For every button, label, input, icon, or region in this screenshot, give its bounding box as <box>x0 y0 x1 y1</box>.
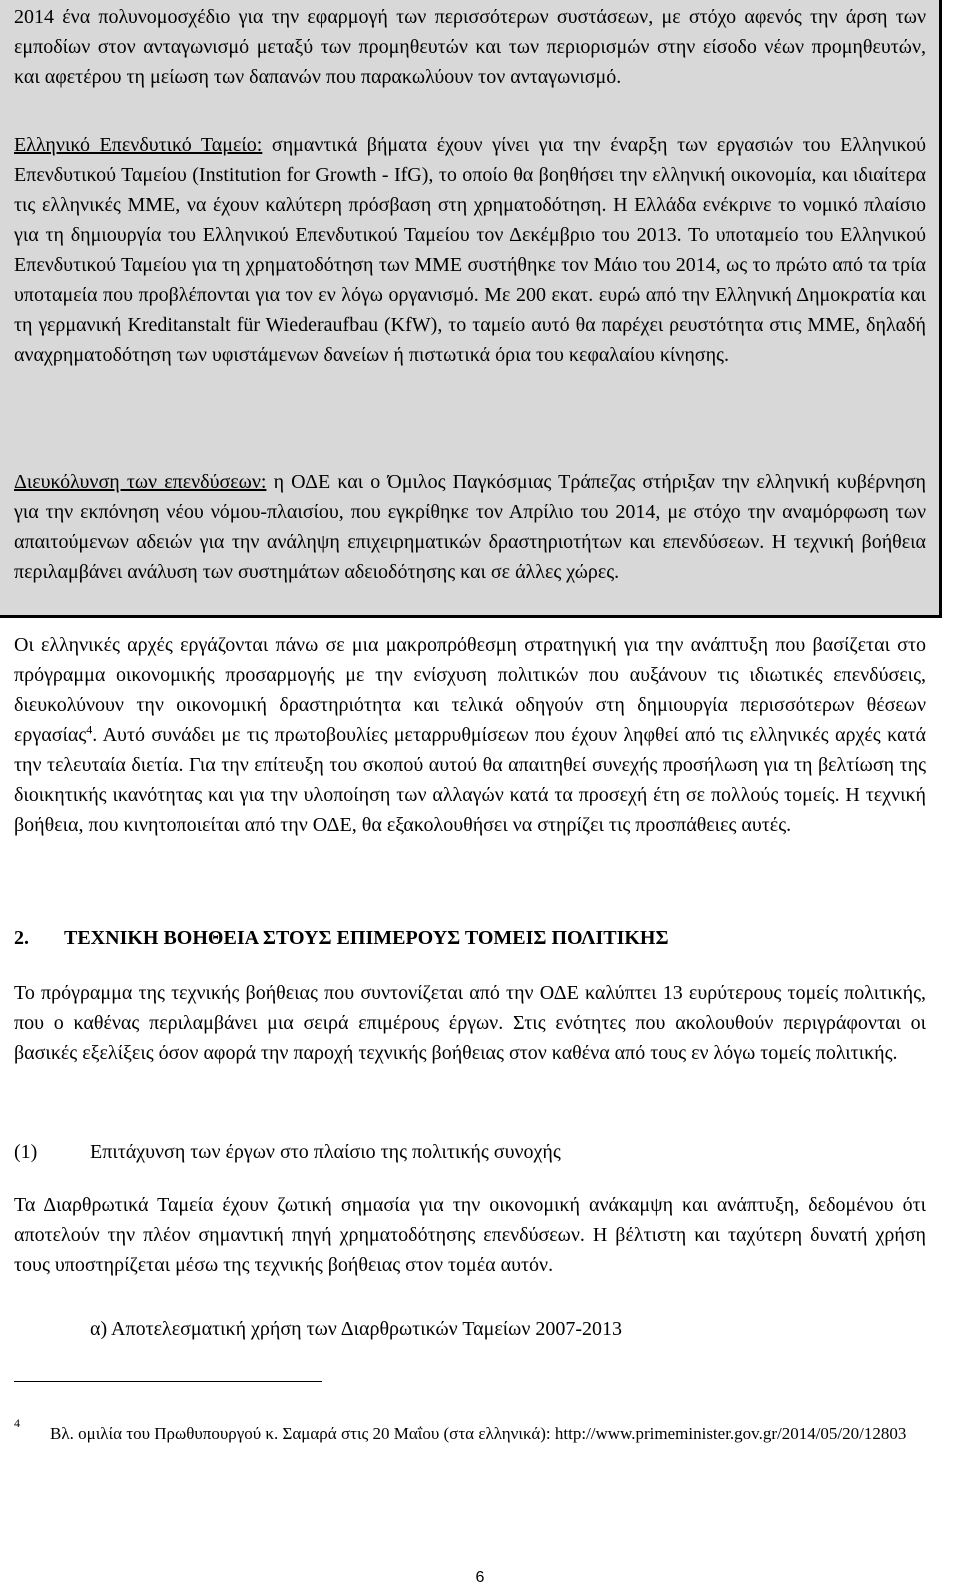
subsection-number: (1) <box>14 1141 38 1163</box>
paragraph-structural-funds: Τα Διαρθρωτικά Ταμεία έχουν ζωτική σημασία για την οικονομική ανάκαμψη και ανάπτυξη, δεδομένου ότι αποτελούν την πλέον σημαντική πηγή χρηματοδότησης επενδύσεων. Η βέλτιστη και ταχύτερη δυνατή χρήση τους υποστηρίζεται μέσω της τεχνικής βοήθειας στον τομέα αυτόν. <box>14 1194 926 1276</box>
box-paragraph-lead-fund: Ελληνικό Επενδυτικό Ταμείο: <box>14 134 263 156</box>
box-paragraph-lead-facilitation: Διευκόλυνση των επενδύσεων: <box>14 471 267 493</box>
section-number: 2. <box>14 927 29 949</box>
footnote-reference[interactable]: 4 <box>86 722 93 737</box>
footnote-text: Βλ. ομιλία του Πρωθυπουργού κ. Σαμαρά στις 20 Μαΐου (στα ελληνικά): http://www.primeminister.gov.gr/2014/05/20/12803 <box>50 1424 907 1443</box>
paragraph-strategy <box>14 630 926 840</box>
paragraph-strategy-part1: Οι ελληνικές αρχές εργάζονται πάνω σε μια μακροπρόθεσμη στρατηγική για την ανάπτυξη που βασίζεται στο πρόγραμμα οικονομικής προσαρμογής με την ενίσχυση πολιτικών που αυξάνουν τις ιδιωτικές επενδύσεις, διευκολύνουν την οικονομική δραστηριότητα και τελικά οδηγούν στη δημιουργία περισσότερων θέσεων εργασίας <box>14 634 926 746</box>
subsubsection-heading: α) Αποτελεσματική χρήση των Διαρθρωτικών Ταμείων 2007-2013 <box>90 1318 623 1340</box>
page-number: 6 <box>475 1569 485 1586</box>
paragraph-program: Το πρόγραμμα της τεχνικής βοήθειας που συντονίζεται από την ΟΔΕ καλύπτει 13 ευρύτερους τομείς πολιτικής, που ο καθένας περιλαμβάνει μια σειρά επιμέρους έργων. Στις ενότητες που ακολουθούν περιγράφονται οι βασικές εξελίξεις όσον αφορά την παροχή τεχνικής βοήθειας στον καθένα από τους εν λόγω τομείς πολιτικής. <box>14 982 926 1064</box>
footnote-separator <box>14 1381 322 1382</box>
box-paragraph-investment-fund <box>14 130 926 370</box>
section-heading <box>14 923 926 953</box>
paragraph-strategy-part2: . Αυτό συνάδει με τις πρωτοβουλίες μεταρρυθμίσεων που έχουν ληφθεί από τις ελληνικές αρχές κατά την τελευταία διετία. Για την επίτευξη του σκοπού αυτού θα απαιτηθεί συνεχής προσήλωση για τη βελτίωση της διοικητικής ικανότητας και για την υλοποίηση των αλλαγών κατά τα προσεχή έτη σε πολλούς τομείς. Η τεχνική βοήθεια, που κινητοποιείται από την ΟΔΕ, θα εξακολουθήσει να στηρίζει τις προσπάθειες αυτές. <box>14 724 926 836</box>
highlight-box <box>0 0 942 618</box>
subsection-title: Επιτάχυνση των έργων στο πλαίσιο της πολιτικής συνοχής <box>90 1141 561 1163</box>
section-title: ΤΕΧΝΙΚΗ ΒΟΗΘΕΙΑ ΣΤΟΥΣ ΕΠΙΜΕΡΟΥΣ ΤΟΜΕΙΣ ΠΟΛΙΤΙΚΗΣ <box>64 927 669 949</box>
box-paragraph-body-fund: σημαντικά βήματα έχουν γίνει για την έναρξη των εργασιών του Ελληνικού Επενδυτικού Ταμείου (Institution for Growth - IfG), το οποίο θα βοηθήσει την ελληνική οικονομία, και ιδιαίτερα τις ελληνικές ΜΜΕ, να έχουν καλύτερη πρόσβαση στη χρηματοδότηση. Η Ελλάδα ενέκρινε το νομικό πλαίσιο για τη δημιουργία του Ελληνικού Επενδυτικού Ταμείου τον Δεκέμβριο του 2013. Το υποταμείο του Ελληνικού Επενδυτικού Ταμείου για τη χρηματοδότηση των ΜΜΕ συστήθηκε τον Μάιο του 2014, ως το πρώτο από τα τρία υποταμεία που προβλέπονται για τον εν λόγω οργανισμό. Με 200 εκατ. ευρώ από την Ελληνική Δημοκρατία και τη γερμανική Kreditanstalt für Wiederaufbau (KfW), το ταμείο αυτό θα παρέχει ρευστότητα στις ΜΜΕ, δηλαδή αναχρηματοδότηση των υφιστάμενων δανείων ή πιστωτικά όρια του κεφαλαίου κίνησης. <box>14 134 926 366</box>
box-paragraph-continued: 2014 ένα πολυνομοσχέδιο για την εφαρμογή των περισσότερων συστάσεων, με στόχο αφενός την άρση των εμποδίων στον ανταγωνισμό μεταξύ των προμηθευτών και των περιορισμών στην είσοδο νέων προμηθευτών, και αφετέρου τη μείωση των δαπανών που παρακωλύουν τον ανταγωνισμό. <box>14 6 926 88</box>
subsection-heading <box>14 1137 561 1167</box>
box-paragraph-body-facilitation: η ΟΔΕ και ο Όμιλος Παγκόσμιας Τράπεζας στήριξαν την ελληνική κυβέρνηση για την εκπόνηση νέου νόμου-πλαισίου, που εγκρίθηκε τον Απρίλιο του 2014, με στόχο την αναμόρφωση των απαιτούμενων αδειών για την ανάληψη επιχειρηματικών δραστηριοτήτων και επενδύσεων. Η τεχνική βοήθεια περιλαμβάνει ανάλυση των συστημάτων αδειοδότησης και σε άλλες χώρες. <box>14 471 927 583</box>
box-paragraph-investment-facilitation <box>14 467 926 587</box>
footnote-mark: 4 <box>14 1416 20 1430</box>
